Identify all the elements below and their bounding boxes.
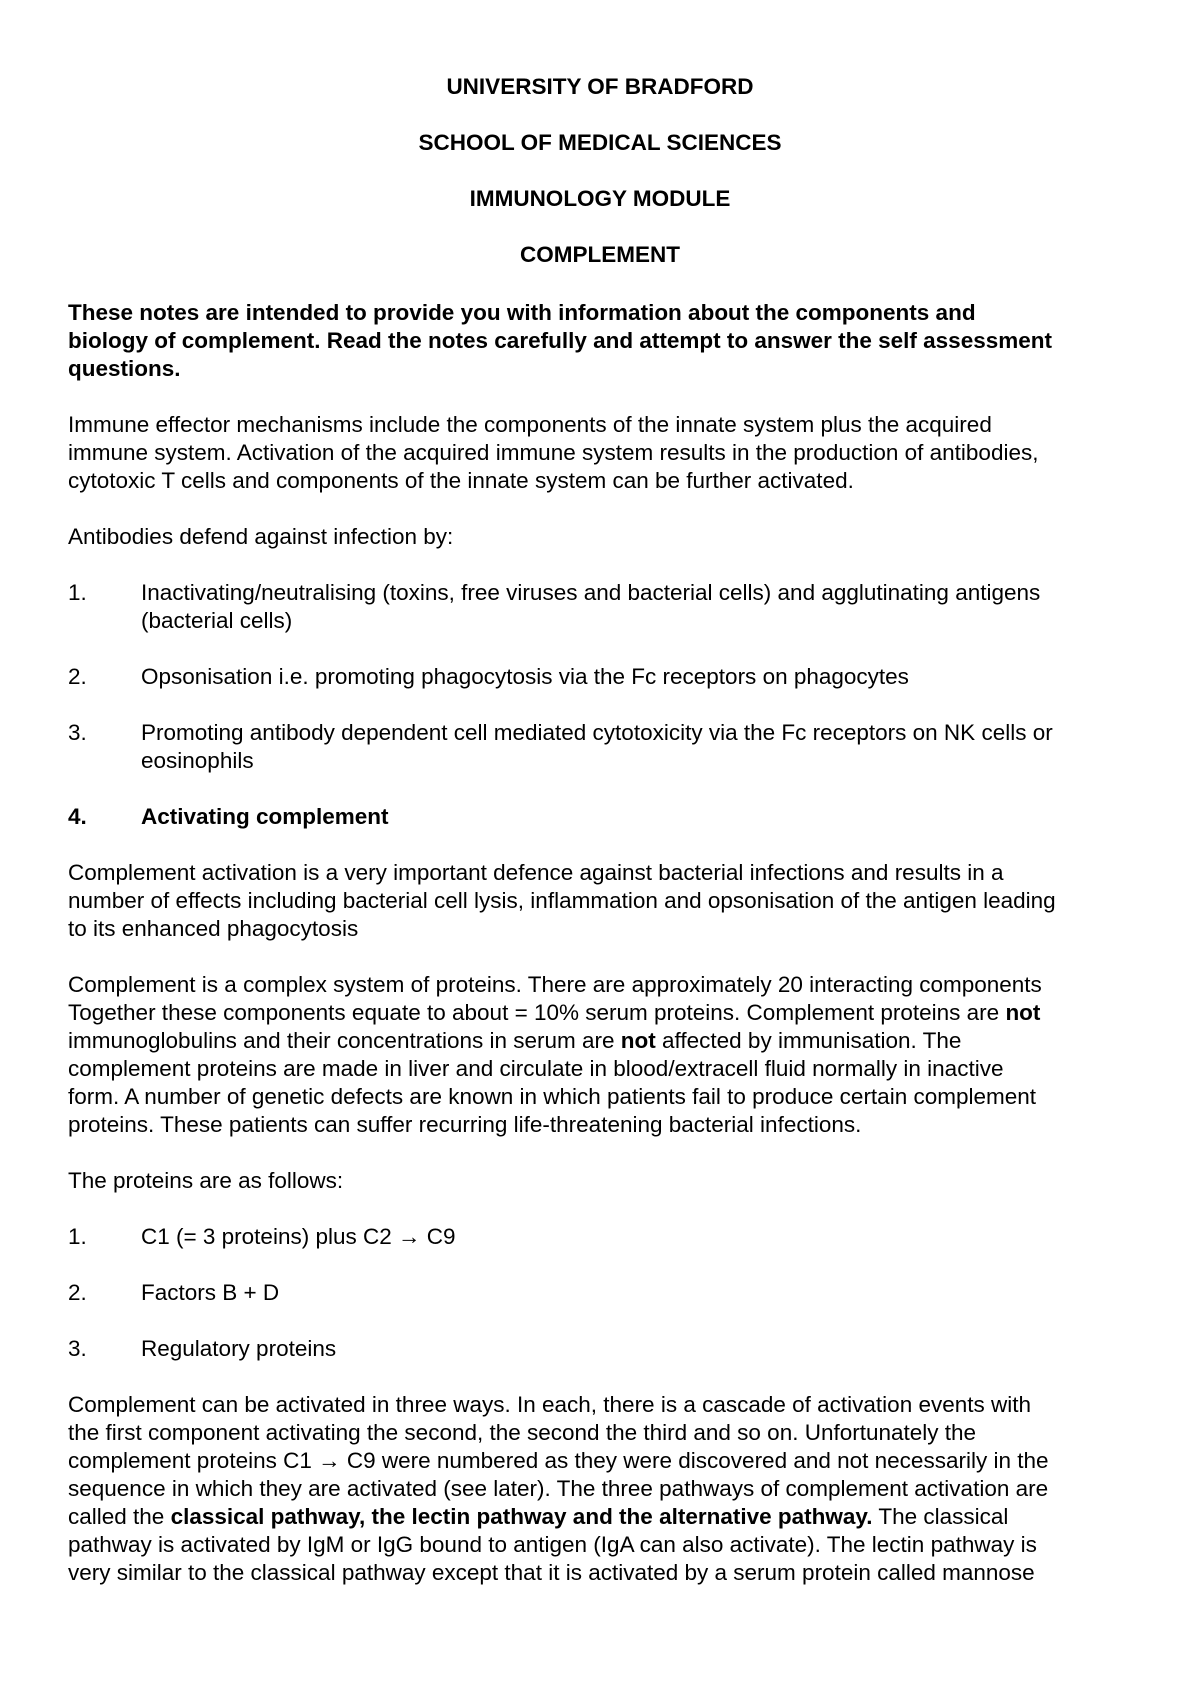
antibody-item-1-number: 1. — [68, 580, 87, 605]
intro-line-1: These notes are intended to provide you with information about the components and — [68, 300, 976, 325]
antibodies-intro: Antibodies defend against infection by: — [68, 524, 454, 549]
para4-line-5-text-a: called the — [68, 1504, 171, 1529]
para3-line-3 — [68, 1027, 961, 1055]
protein-item-3-number: 3. — [68, 1336, 87, 1361]
university-heading: UNIVERSITY OF BRADFORD — [446, 74, 754, 99]
proteins-intro: The proteins are as follows: — [68, 1168, 344, 1193]
antibody-item-3-line-2: eosinophils — [141, 748, 254, 773]
para3-line-3-text-b: affected by immunisation. The — [655, 1028, 962, 1053]
antibody-item-1-line-1: Inactivating/neutralising (toxins, free viruses and bacterial cells) and agglutinating antigens — [141, 580, 1041, 605]
para1-line-1: Immune effector mechanisms include the components of the innate system plus the acquired — [68, 412, 992, 437]
antibody-item-1-line-2: (bacterial cells) — [141, 608, 293, 633]
para3-line-5: form. A number of genetic defects are known in which patients fail to produce certain complement — [68, 1084, 1037, 1109]
para4-line-3: complement proteins C1 → C9 were numbered as they were discovered and not necessarily in the — [68, 1448, 1049, 1473]
para4-line-7: very similar to the classical pathway except that it is activated by a serum protein called mannose — [68, 1560, 1035, 1585]
para3-line-4: complement proteins are made in liver and circulate in blood/extracell fluid normally in inactive — [68, 1056, 1004, 1081]
emphasis-not: not — [620, 1028, 656, 1053]
section-4-number: 4. — [68, 804, 87, 829]
para4-line-5 — [68, 1503, 1008, 1531]
para3-line-3-text-a: immunoglobulins and their concentrations in serum are — [68, 1028, 621, 1053]
protein-item-1-number: 1. — [68, 1224, 87, 1249]
document-title: COMPLEMENT — [520, 242, 680, 267]
para1-line-3: cytotoxic T cells and components of the innate system can be further activated. — [68, 468, 854, 493]
module-heading: IMMUNOLOGY MODULE — [469, 186, 731, 211]
para4-line-2: the first component activating the second, the second the third and so on. Unfortunately the — [68, 1420, 977, 1445]
para3-line-2-text: Together these components equate to about = 10% serum proteins. Complement proteins are — [68, 1000, 1006, 1025]
emphasis-pathways: classical pathway, the lectin pathway and the alternative pathway. — [170, 1504, 873, 1529]
antibody-item-2-number: 2. — [68, 664, 87, 689]
para3-line-1: Complement is a complex system of proteins. There are approximately 20 interacting components — [68, 972, 1042, 997]
para2-line-3: to its enhanced phagocytosis — [68, 916, 359, 941]
emphasis-not: not — [1005, 1000, 1041, 1025]
para2-line-2: number of effects including bacterial cell lysis, inflammation and opsonisation of the antigen leading — [68, 888, 1056, 913]
protein-item-2-text: Factors B + D — [141, 1280, 280, 1305]
protein-item-2-number: 2. — [68, 1280, 87, 1305]
section-4-title: Activating complement — [141, 804, 389, 829]
para4-line-6: pathway is activated by IgM or IgG bound to antigen (IgA can also activate). The lectin pathway is — [68, 1532, 1037, 1557]
antibody-item-3-number: 3. — [68, 720, 87, 745]
para4-line-1: Complement can be activated in three ways. In each, there is a cascade of activation events with — [68, 1392, 1032, 1417]
intro-line-2: biology of complement. Read the notes carefully and attempt to answer the self assessment — [68, 328, 1052, 353]
para1-line-2: immune system. Activation of the acquired immune system results in the production of antibodies, — [68, 440, 1039, 465]
antibody-item-2-line-1: Opsonisation i.e. promoting phagocytosis via the Fc receptors on phagocytes — [141, 664, 909, 689]
protein-item-1-text: C1 (= 3 proteins) plus C2 → C9 — [141, 1224, 456, 1249]
para3-line-6: proteins. These patients can suffer recurring life-threatening bacterial infections. — [68, 1112, 862, 1137]
protein-item-3-text: Regulatory proteins — [141, 1336, 337, 1361]
para3-line-2 — [68, 999, 1040, 1027]
intro-line-3: questions. — [68, 356, 181, 381]
para4-line-5-text-b: The classical — [872, 1504, 1009, 1529]
school-heading: SCHOOL OF MEDICAL SCIENCES — [418, 130, 782, 155]
para2-line-1: Complement activation is a very important defence against bacterial infections and results in a — [68, 860, 1004, 885]
para4-line-4: sequence in which they are activated (see later). The three pathways of complement activation are — [68, 1476, 1049, 1501]
antibody-item-3-line-1: Promoting antibody dependent cell mediated cytotoxicity via the Fc receptors on NK cells or — [141, 720, 1053, 745]
